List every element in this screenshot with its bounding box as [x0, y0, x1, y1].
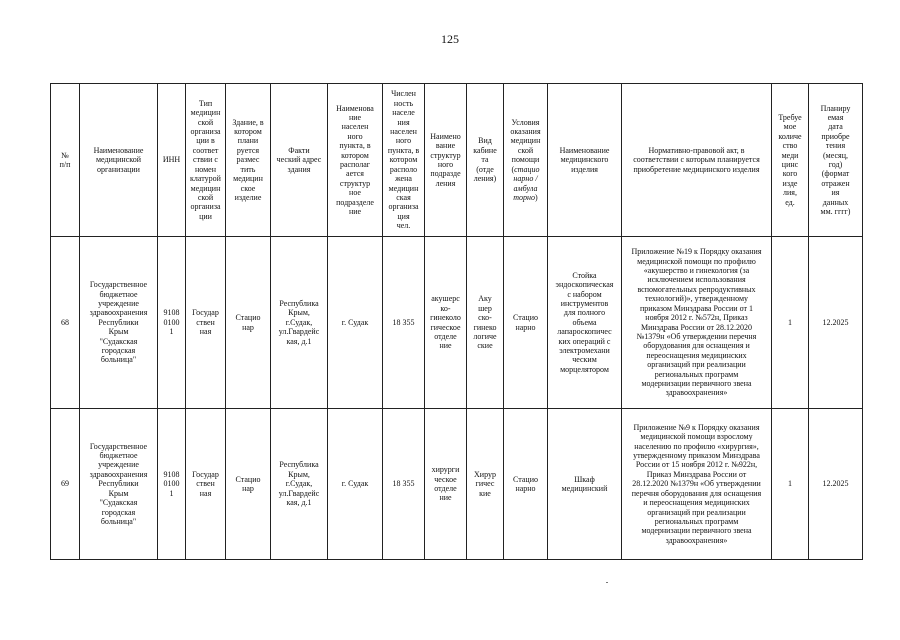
- header-device: Наименование медицинского изделия: [548, 84, 622, 237]
- cell-inn: 9108 0100 1: [158, 409, 186, 560]
- header-org: Наименование медицинской организации: [80, 84, 158, 237]
- header-unit: Наимено вание структур ного подразде ления: [425, 84, 467, 237]
- cell-cabinet: Хирур гичес кие: [467, 409, 504, 560]
- table-row: [51, 237, 863, 409]
- cell-num: 69: [51, 409, 80, 560]
- table-row: [51, 409, 863, 560]
- header-conditions-italic: стацио нарно / амбула торно: [513, 164, 540, 202]
- header-cabinet: Вид кабине та (отде ления): [467, 84, 504, 237]
- equipment-table: [50, 83, 863, 560]
- header-num: № п/п: [51, 84, 80, 237]
- header-date: Планиру емая дата приобре тения (месяц, год) (формат отражен ия данных мм. гггг): [809, 84, 863, 237]
- cell-unit: акушерс ко- гинеколо гическое отделе ние: [425, 237, 467, 409]
- cell-settlement: г. Судак: [328, 409, 383, 560]
- cell-address: Республика Крым, г.Судак, ул.Гвардейс кая, д.1: [271, 237, 328, 409]
- header-conditions-text: Условия оказания медицин ской помощи (: [510, 117, 541, 174]
- table-header-row: [51, 84, 863, 237]
- cell-inn: 9108 0100 1: [158, 237, 186, 409]
- cell-org: Государственное бюджетное учреждение здравоохранения Республики Крым "Судакская городская больница": [80, 237, 158, 409]
- cell-building: Стацио нар: [226, 237, 271, 409]
- header-inn: ИНН: [158, 84, 186, 237]
- header-population: Числен ность населе ния населен ного пункта, в котором располо жена медицин ская организа ция чел.: [383, 84, 425, 237]
- cell-date: 12.2025: [809, 237, 863, 409]
- cell-type: Государ ствен ная: [186, 237, 226, 409]
- cell-act: Приложение №19 к Порядку оказания медицинской помощи по профилю «акушерство и гинекология (за исключением использования вспомогательных репродуктивных технологий)», утвержденному приказом Минздрава России от 1 ноября 2012 г. №572н, Приказ Минздрава России от 28.12.2020 №1379н «Об утверждении перечня оборудования для оснащения и переоснащения медицинских организаций при реализации региональных программ модернизации первичного звена здравоохранения»: [622, 237, 772, 409]
- cell-device: Стойка эндоскопическая с набором инструментов для полного объема лапароскопичес ких операций с электромехани ческим морцелятором: [548, 237, 622, 409]
- header-address: Факти ческий адрес здания: [271, 84, 328, 237]
- header-conditions-close: ): [535, 192, 538, 202]
- header-conditions: [504, 84, 548, 237]
- cell-building: Стацио нар: [226, 409, 271, 560]
- cell-unit: хирурги ческое отделе ние: [425, 409, 467, 560]
- cell-conditions: Стацио нарно: [504, 409, 548, 560]
- header-type: Тип медицин ской организа ции в соответ ствии с номен клатурой медицин ской организа ции: [186, 84, 226, 237]
- scan-speck: [606, 582, 608, 583]
- cell-num: 68: [51, 237, 80, 409]
- cell-act: Приложение №9 к Порядку оказания медицинской помощи взрослому населению по профилю «хирургия», утвержденному приказом Минздрава России от 15 ноября 2012 г. №922н, Приказ Минздрава России от 28.12.2020 №1379н «Об утверждении перечня оборудования для оснащения и переоснащения медицинских организаций при реализации региональных программ модернизации первичного звена здравоохранения»: [622, 409, 772, 560]
- cell-qty: 1: [772, 237, 809, 409]
- cell-type: Государ ствен ная: [186, 409, 226, 560]
- cell-population: 18 355: [383, 409, 425, 560]
- header-qty: Требуе мое количе ство меди цинс кого изде лия, ед.: [772, 84, 809, 237]
- page-number: 125: [441, 32, 459, 46]
- cell-conditions: Стацио нарно: [504, 237, 548, 409]
- cell-date: 12.2025: [809, 409, 863, 560]
- cell-device: Шкаф медицинский: [548, 409, 622, 560]
- header-settlement: Наименова ние населен ного пункта, в котором располаг ается структур ное подразделе ние: [328, 84, 383, 237]
- header-building: Здание, в котором плани руется размес тить медицин ское изделие: [226, 84, 271, 237]
- header-act: Нормативно-правовой акт, в соответствии с которым планируется приобретение медицинского изделия: [622, 84, 772, 237]
- cell-cabinet: Аку шер ско- гинеко логиче ские: [467, 237, 504, 409]
- cell-qty: 1: [772, 409, 809, 560]
- cell-address: Республика Крым, г.Судак, ул.Гвардейс кая, д.1: [271, 409, 328, 560]
- cell-org: Государственное бюджетное учреждение здравоохранения Республики Крым "Судакская городская больница": [80, 409, 158, 560]
- cell-population: 18 355: [383, 237, 425, 409]
- cell-settlement: г. Судак: [328, 237, 383, 409]
